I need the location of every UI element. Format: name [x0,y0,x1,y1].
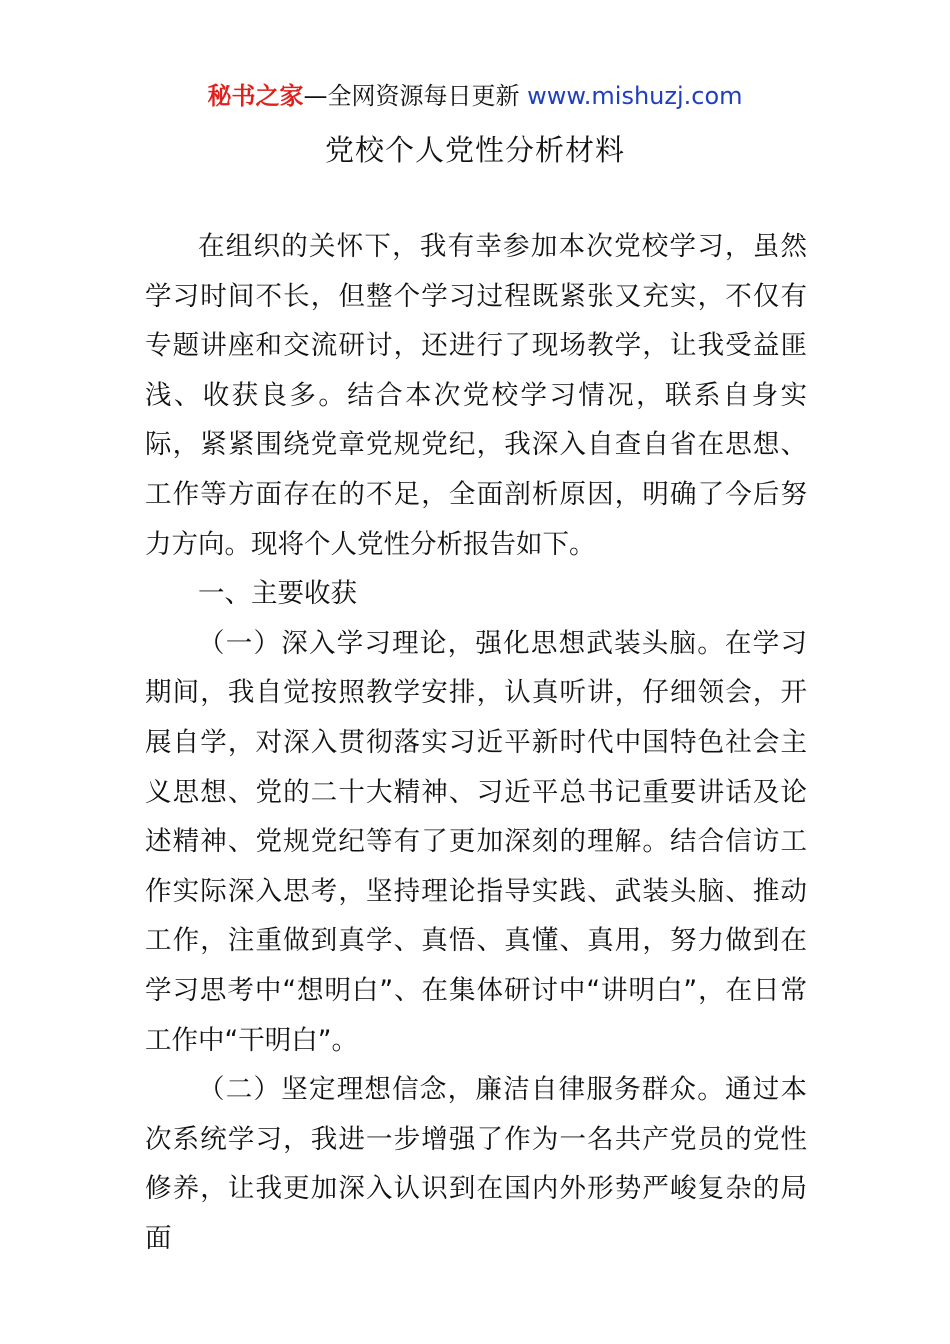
site-tagline: —全网资源每日更新 [303,82,520,110]
site-header [0,80,950,112]
document-title: 党校个人党性分析材料 [324,133,625,167]
site-url-link[interactable]: www.mishuzj.com [527,82,743,110]
site-brand: 秘书之家 [207,82,304,110]
intro-paragraph: 在组织的关怀下，我有幸参加本次党校学习，虽然学习时间不长，但整个学习过程既紧张又充实，不仅有专题讲座和交流研讨，还进行了现场教学，让我受益匪浅、收获良多。结合本次党校学习情况，联系自身实际，紧紧围绕党章党规党纪，我深入自查自省在思想、工作等方面存在的不足，全面剖析原因，明确了今后努力方向。现将个人党性分析报告如下。 [145,231,807,560]
paragraph-ideals-belief: （二）坚定理想信念，廉洁自律服务群众。通过本次系统学习，我进一步增强了作为一名共产党员的党性修养，让我更加深入认识到在国内外形势严峻复杂的局面 [145,1074,807,1254]
document-body [145,222,807,1263]
paragraph-theory-study: （一）深入学习理论，强化思想武装头脑。在学习期间，我自觉按照教学安排，认真听讲，仔细领会，开展自学，对深入贯彻落实习近平新时代中国特色社会主义思想、党的二十大精神、习近平总书记重要讲话及论述精神、党规党纪等有了更加深刻的理解。结合信访工作实际深入思考，坚持理论指导实践、武装头脑、推动工作，注重做到真学、真悟、真懂、真用，努力做到在学习思考中“想明白”、在集体研讨中“讲明白”，在日常工作中“干明白”。 [145,627,807,1056]
section-heading-main-gains: 一、主要收获 [198,578,357,610]
